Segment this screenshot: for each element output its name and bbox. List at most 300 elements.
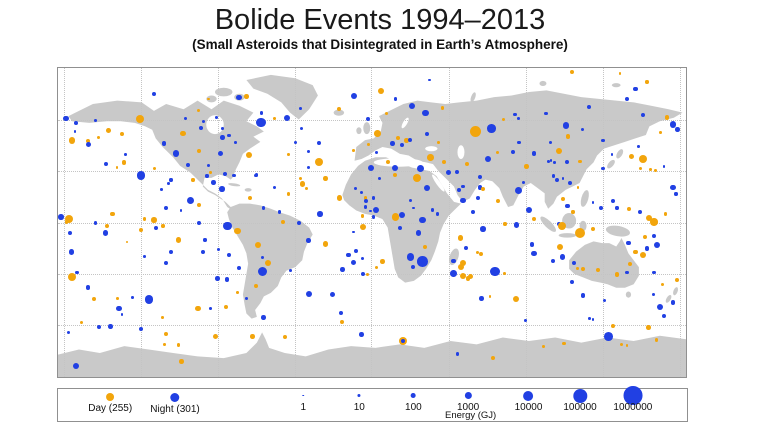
bolide-dot	[629, 154, 634, 159]
bolide-dot	[674, 192, 677, 195]
bolide-dot	[455, 170, 459, 174]
bolide-dot	[396, 136, 400, 140]
energy-scale-item	[405, 389, 422, 413]
bolide-dot	[143, 217, 146, 220]
bolide-dot	[287, 153, 290, 156]
bolide-dot	[400, 143, 404, 147]
bolide-dot	[75, 271, 78, 274]
bolide-dot	[176, 237, 181, 242]
bolide-dot	[427, 154, 434, 161]
bolide-dot	[417, 256, 428, 267]
energy-scale-value: 100	[405, 402, 422, 413]
bolide-dot	[300, 127, 303, 130]
energy-scale-value: 1	[300, 402, 307, 413]
bolide-dot	[163, 343, 166, 346]
bolide-dot	[601, 167, 604, 170]
bolide-dot	[422, 110, 429, 117]
bolide-dot	[97, 136, 100, 139]
bolide-dot	[120, 132, 124, 136]
bolide-dot	[437, 141, 440, 144]
bolide-dot	[599, 206, 603, 210]
bolide-dot	[413, 174, 421, 182]
energy-scale-item	[613, 389, 652, 413]
bolide-dot	[627, 207, 631, 211]
bolide-dot	[207, 164, 210, 167]
bolide-dot	[124, 153, 127, 156]
bolide-dot	[587, 105, 591, 109]
bolide-dot	[255, 242, 261, 248]
energy-scale-value: 100000	[563, 402, 597, 413]
bolide-dot	[652, 293, 655, 296]
bolide-dot	[184, 117, 187, 120]
bolide-dot	[180, 209, 183, 212]
night-dot-icon	[170, 393, 179, 402]
bolide-dot	[58, 214, 63, 219]
bolide-dot	[479, 252, 483, 256]
bolide-dot	[530, 242, 535, 247]
bolide-dot	[227, 253, 231, 257]
energy-scale-item	[515, 389, 543, 413]
bolide-dot	[153, 167, 156, 170]
bolide-dot	[547, 160, 550, 163]
bolide-dot	[515, 187, 522, 194]
bolide-dot	[354, 187, 357, 190]
bolide-dot	[287, 192, 290, 195]
bolide-dot	[526, 207, 532, 213]
bolide-dot	[202, 120, 205, 123]
bolide-dot	[470, 126, 481, 137]
bolide-dot	[224, 305, 228, 309]
bolide-dot	[244, 94, 249, 99]
bolide-dot	[654, 242, 660, 248]
bolide-dot	[173, 150, 180, 157]
bolide-dot	[197, 203, 201, 207]
bolide-dot	[531, 251, 536, 256]
bolide-dot	[106, 128, 111, 133]
bolide-dot	[670, 185, 675, 190]
bolide-dot	[412, 207, 415, 210]
energy-scale-value: 10	[353, 402, 365, 413]
bolide-dot	[199, 126, 203, 130]
bolide-dot	[416, 230, 421, 235]
bolide-dot	[675, 278, 679, 282]
bolide-dot	[659, 131, 662, 134]
bolide-dot	[121, 313, 124, 316]
night-legend-label: Night (301)	[150, 404, 200, 415]
bolide-dot	[522, 181, 525, 184]
bolide-dot	[248, 196, 252, 200]
bolide-dot	[352, 231, 355, 234]
bolide-dot	[450, 270, 457, 277]
bolide-dot	[139, 228, 143, 232]
bolide-dot	[375, 266, 378, 269]
bolide-dot	[151, 217, 156, 222]
bolide-dot	[162, 141, 167, 146]
bolide-dot	[458, 235, 463, 240]
bolide-dot	[300, 181, 305, 186]
bolide-dot	[225, 277, 230, 282]
bolide-dot	[393, 173, 397, 177]
bolide-dot	[372, 196, 375, 199]
bolide-dot	[110, 212, 115, 217]
bolide-dot	[652, 271, 655, 274]
bolide-dot	[489, 295, 492, 298]
bolide-dot	[236, 291, 239, 294]
bolide-dot	[654, 169, 657, 172]
bolide-dot	[346, 253, 351, 258]
bolide-dot	[611, 153, 614, 156]
bolide-dot	[116, 306, 121, 311]
bolide-dot	[86, 285, 91, 290]
bolide-dot	[649, 168, 652, 171]
bolide-dot	[431, 208, 434, 211]
bolide-dot	[126, 241, 129, 244]
bolide-dot	[116, 166, 119, 169]
bolide-dot	[306, 291, 312, 297]
energy-scale-dot-icon	[573, 389, 587, 403]
map-panel	[57, 67, 687, 378]
bolide-dot	[517, 117, 520, 120]
bolide-dot	[180, 131, 185, 136]
bolide-dot	[281, 220, 285, 224]
bolide-dot	[562, 177, 565, 180]
bolide-dot	[364, 205, 367, 208]
bolide-dot	[260, 111, 263, 114]
bolide-dot	[456, 352, 459, 355]
bolide-dot	[524, 164, 529, 169]
bolide-dot	[105, 224, 109, 228]
page-subtitle: (Small Asteroids that Disintegrated in Earth’s Atmosphere)	[192, 37, 568, 52]
bolide-dot	[392, 213, 399, 220]
bolide-dot	[354, 249, 358, 253]
bolide-dot	[544, 112, 547, 115]
bolide-dot	[572, 261, 576, 265]
bolide-dot	[375, 151, 378, 154]
bolide-dot	[339, 311, 343, 315]
bolide-dot	[197, 149, 201, 153]
bolide-dot	[250, 334, 255, 339]
bolide-dot	[551, 259, 555, 263]
bolide-dot	[652, 234, 656, 238]
bolide-dot	[409, 103, 415, 109]
bolide-dot	[662, 314, 666, 318]
energy-scale-dot-icon	[411, 393, 416, 398]
bolide-dot	[386, 160, 390, 164]
bolide-dot	[570, 70, 574, 74]
bolide-dot	[380, 259, 385, 264]
bolide-dot	[273, 117, 276, 120]
bolide-dot	[577, 186, 580, 189]
bolide-dot	[374, 130, 381, 137]
bolide-dot	[657, 304, 663, 310]
bolide-dot	[409, 199, 412, 202]
bolide-dot	[143, 255, 146, 258]
bolide-dot	[390, 141, 395, 146]
bolide-dot	[164, 261, 168, 265]
bolide-dot	[592, 318, 595, 321]
bolide-dot	[169, 250, 174, 255]
bolide-dot	[237, 266, 241, 270]
bolide-dot	[364, 199, 368, 203]
bolide-dot	[337, 195, 342, 200]
bolide-dot	[461, 185, 464, 188]
bolide-dot	[218, 151, 223, 156]
bolide-dot	[503, 272, 506, 275]
bolide-dot	[86, 142, 91, 147]
bolide-dot	[294, 141, 297, 144]
bolide-dot	[68, 273, 76, 281]
bolide-dot	[366, 117, 370, 121]
bolide-dot	[625, 97, 629, 101]
bolide-dot	[351, 93, 357, 99]
bolide-dot	[73, 363, 79, 369]
bolide-dot	[513, 296, 519, 302]
bolide-dot	[215, 116, 218, 119]
bolide-dot	[423, 245, 427, 249]
bolide-dot	[645, 80, 648, 83]
energy-scale-dot-holder	[515, 389, 543, 402]
bolide-dot	[532, 217, 537, 222]
day-legend-label: Day (255)	[88, 403, 133, 414]
bolide-dot	[97, 325, 101, 329]
bolide-dot	[481, 187, 485, 191]
bolide-dot	[92, 297, 96, 301]
bolide-dot	[460, 260, 466, 266]
bolide-dot	[368, 165, 374, 171]
bolide-dot	[557, 244, 563, 250]
bolide-dot	[69, 249, 74, 254]
bolide-dot	[476, 196, 481, 201]
bolide-dot	[496, 151, 499, 154]
bolide-dot	[465, 162, 469, 166]
energy-scale-dot-holder	[405, 389, 422, 402]
bolide-dot	[611, 324, 615, 328]
bolide-dot	[246, 152, 252, 158]
bolide-dot	[424, 185, 430, 191]
bolide-dot	[219, 186, 224, 191]
bolide-dot	[234, 228, 241, 235]
day-dot-icon	[106, 393, 114, 401]
bolide-dot	[620, 343, 623, 346]
bolide-dot	[425, 132, 429, 136]
bolide-dot	[236, 95, 241, 100]
bolide-dot	[361, 257, 364, 260]
bolide-dot	[562, 342, 565, 345]
bolide-dot	[542, 345, 545, 348]
bolide-dot	[675, 127, 680, 132]
bolide-dot	[560, 254, 565, 259]
bolide-dot	[265, 260, 271, 266]
bolide-dot	[258, 267, 267, 276]
bolide-dot	[555, 178, 559, 182]
bolide-dot	[615, 272, 620, 277]
bolide-dot	[323, 241, 328, 246]
bolide-dot	[205, 174, 208, 177]
bolide-dot	[645, 246, 650, 251]
bolide-dot	[671, 300, 676, 305]
bolide-dot	[411, 265, 415, 269]
bolide-dot	[330, 292, 335, 297]
bolide-dot	[626, 344, 629, 347]
bolide-dot	[160, 188, 163, 191]
bolide-dot	[407, 253, 414, 260]
bolide-dot	[417, 165, 424, 172]
energy-scale-dot-icon	[465, 392, 472, 399]
bolide-dot	[378, 177, 381, 180]
bolide-dot	[122, 160, 127, 165]
bolide-dot	[513, 113, 516, 116]
bolide-dot	[399, 212, 405, 218]
energy-scale-dot-holder	[301, 389, 307, 402]
bolide-dot	[65, 215, 73, 223]
bolide-dot	[378, 88, 384, 94]
bolide-dot	[369, 210, 372, 213]
bolide-dot	[116, 297, 119, 300]
bolide-dot	[351, 260, 356, 265]
bolide-dot	[471, 210, 475, 214]
bolide-dot	[352, 149, 355, 152]
energy-scale-dot-holder	[457, 389, 479, 402]
bolide-dot	[639, 167, 642, 170]
bolide-dot	[565, 204, 570, 209]
energy-scale-item	[301, 389, 307, 413]
bolide-dot	[361, 214, 364, 217]
bolide-dot	[568, 181, 572, 185]
bolide-dot	[485, 156, 491, 162]
energy-axis-label: Energy (GJ)	[445, 410, 497, 421]
bolide-dot	[154, 226, 159, 231]
bolide-dot	[220, 135, 225, 140]
bolide-dot	[255, 173, 258, 176]
bolide-dot	[215, 276, 220, 281]
bolide-dot	[655, 338, 658, 341]
bolide-dot	[591, 227, 596, 232]
bolide-dot	[136, 115, 144, 123]
bolide-dot	[639, 155, 647, 163]
bolide-dot	[408, 138, 412, 142]
energy-scale-dot-icon	[523, 391, 533, 401]
bolide-dot	[261, 256, 264, 259]
bolide-dot	[217, 248, 220, 251]
bolide-dot	[611, 199, 615, 203]
energy-scale-value: 10000	[514, 402, 543, 413]
bolide-dot	[213, 334, 218, 339]
bolide-dot	[201, 250, 206, 255]
bolide-dot	[234, 141, 237, 144]
bolide-dot	[398, 226, 402, 230]
bolide-dot	[209, 171, 212, 174]
bolide-dot	[104, 162, 108, 166]
bolide-dot	[633, 87, 638, 92]
bolide-dot	[232, 174, 235, 177]
bolide-dot	[419, 217, 426, 224]
energy-scale-dot-icon	[303, 395, 305, 397]
bolide-dot	[628, 262, 632, 266]
bolide-dot	[373, 207, 379, 213]
bolide-dot	[665, 115, 670, 120]
bolide-dot	[340, 320, 344, 324]
bolide-dot	[576, 267, 579, 270]
bolide-dot	[640, 252, 646, 258]
energy-scale-item	[563, 389, 596, 413]
bolide-dot	[460, 198, 465, 203]
bolide-dot	[619, 72, 622, 75]
bolide-dot	[68, 231, 73, 236]
bolide-dot	[337, 107, 341, 111]
bolide-dot	[145, 295, 154, 304]
bolide-dot	[385, 112, 388, 115]
bolide-dot	[641, 113, 645, 117]
bolide-dot	[191, 178, 194, 181]
bolide-dots-layer	[58, 68, 686, 377]
bolide-dot	[360, 224, 366, 230]
bolide-dot	[615, 206, 618, 209]
bolide-dot	[561, 197, 565, 201]
bolide-dot	[299, 107, 302, 110]
bolide-dot	[223, 222, 232, 231]
bolide-dot	[211, 180, 216, 185]
bolide-dot	[323, 176, 328, 181]
legend-panel	[57, 388, 688, 422]
bolide-dot	[565, 160, 569, 164]
bolide-dot	[633, 250, 638, 255]
bolide-dot	[457, 188, 461, 192]
bolide-dot	[442, 160, 446, 164]
bolide-dot	[646, 325, 651, 330]
bolide-dot	[67, 331, 70, 334]
bolide-dot	[256, 118, 265, 127]
bolide-dot	[137, 171, 146, 180]
bolide-dot	[511, 150, 515, 154]
bolide-dot	[360, 191, 363, 194]
bolide-dot	[340, 267, 345, 272]
bolide-dot	[637, 145, 640, 148]
bolide-dot	[283, 335, 287, 339]
bolide-dot	[203, 238, 206, 241]
bolide-dot	[69, 137, 76, 144]
bolide-dot	[502, 118, 505, 121]
bolide-dot	[372, 215, 375, 218]
bolide-dot	[317, 211, 322, 216]
bolide-dot	[103, 230, 108, 235]
bolide-dot	[307, 166, 310, 169]
bolide-dot	[664, 212, 667, 215]
bolide-dot	[187, 197, 194, 204]
bolide-dot	[514, 222, 519, 227]
bolide-dot	[643, 235, 647, 239]
bolide-dot	[197, 109, 200, 112]
bolide-dot	[553, 161, 556, 164]
bolide-dot	[575, 228, 586, 239]
bolide-dot	[297, 221, 301, 225]
bolide-dot	[446, 170, 451, 175]
bolide-dot	[626, 241, 631, 246]
bolide-dot	[278, 210, 281, 213]
bolide-dot	[578, 160, 581, 163]
bolide-dot	[581, 293, 586, 298]
bolide-dot	[550, 159, 553, 162]
bolide-dot	[487, 124, 496, 133]
bolide-dot	[161, 224, 164, 227]
bolide-dot	[307, 150, 310, 153]
bolide-dot	[549, 141, 552, 144]
bolide-dot	[592, 201, 595, 204]
bolide-dot	[638, 210, 643, 215]
bolide-dot	[74, 130, 77, 133]
bolide-dot	[478, 175, 482, 179]
bolide-dot	[284, 115, 290, 121]
bolide-dot	[227, 134, 230, 137]
